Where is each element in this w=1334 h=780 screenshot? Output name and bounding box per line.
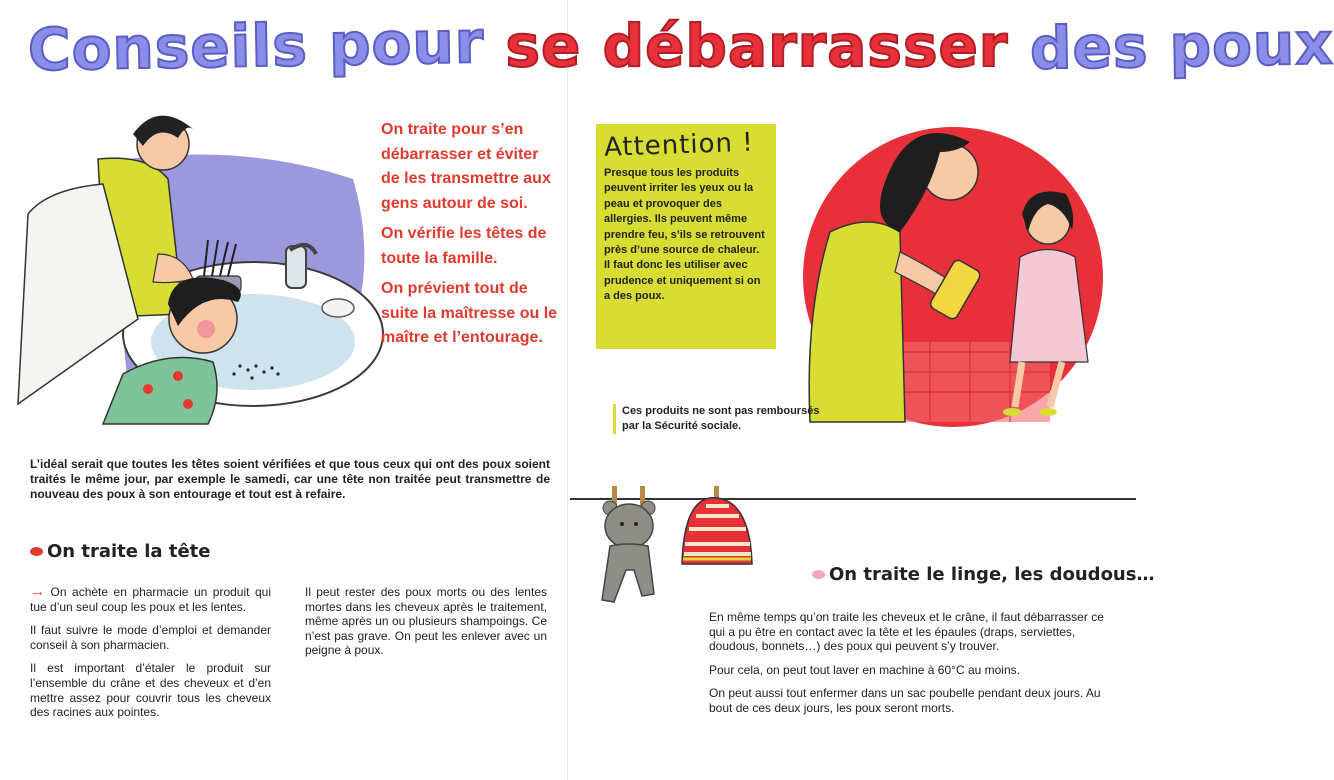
attention-title: Attention ! — [603, 127, 755, 163]
section-title-head — [30, 541, 210, 562]
illustration-clothesline-items — [592, 484, 762, 619]
reimbursement-note: Ces produits ne sont pas remboursés par la Sécurité sociale. — [613, 404, 823, 434]
section-title-linen-text: On traite le linge, les doudous… — [829, 564, 1155, 585]
linen-column — [709, 610, 1121, 725]
attention-text: Presque tous les produits peuvent irriter les yeux ou la peau et provoquer des allergies. Ils peuvent même prendre feu, s’ils se retrouvent près d’une source de chaleur. Il faut donc les utiliser avec prudence et uniquement si on a des poux. — [604, 167, 765, 303]
head-column-1 — [30, 585, 271, 729]
linen-paragraph-1: En même temps qu’on traite les cheveux et le crâne, il faut débarrasser ce qui a pu être en contact avec la tête et les épaules (draps, serviettes, doudous, bonnets…) des poux qui peuvent s’y trouver. — [709, 610, 1104, 654]
key-point-1: On traite pour s’en débarrasser et éviter de les transmettre aux gens autour de soi. — [381, 121, 551, 212]
key-point-3: On prévient tout de suite la maîtresse ou le maître et l’entourage. — [381, 280, 558, 346]
title-part-3: des poux — [1029, 9, 1334, 83]
pink-dot-icon — [812, 570, 825, 579]
arrow-icon: → — [30, 583, 45, 600]
head-paragraph-1 — [30, 585, 271, 614]
key-points — [381, 118, 561, 357]
illustration-combing-hair — [8, 104, 373, 424]
key-point-2: On vérifie les têtes de toute la famille. — [381, 225, 547, 267]
section-title-linen — [812, 564, 1154, 585]
page-title — [27, 8, 1334, 92]
head-paragraph-4: Il peut rester des poux morts ou des lentes mortes dans les cheveux après le traitement, même après un ou plusieurs shampoings. Ce n’est pas grave. On peut les enlever avec un peigne à poux. — [305, 585, 547, 658]
head-column-2 — [305, 585, 547, 667]
page-fold — [567, 0, 568, 780]
section-title-head-text: On traite la tête — [47, 541, 211, 562]
title-part-2: se débarrasser — [505, 12, 1009, 80]
linen-paragraph-2: Pour cela, on peut tout laver en machine à 60°C au moins. — [709, 662, 1020, 677]
intro-paragraph: L’idéal serait que toutes les têtes soient vérifiées et que tous ceux qui ont des poux soient traités le même jour, par exemple le samedi, car une tête non traitée peut transmettre de nouveau des poux à son entourage et tout est à refaire. — [30, 457, 550, 501]
illustration-shampoo-bottle — [790, 122, 1120, 432]
title-part-1: Conseils pour — [27, 8, 485, 84]
head-paragraph-1-text: On achète en pharmacie un produit qui tue d’un seul coup les poux et les lentes. — [30, 585, 272, 614]
linen-paragraph-3: On peut aussi tout enfermer dans un sac poubelle pendant deux jours. Au bout de ces deux jours, les poux seront morts. — [709, 686, 1101, 715]
head-paragraph-3: Il est important d’étaler le produit sur l’ensemble du crâne et des cheveux et d’en mettre assez pour couvrir tous les cheveux des racines aux pointes. — [30, 661, 271, 720]
attention-box — [596, 124, 776, 349]
red-dot-icon — [30, 547, 43, 556]
head-paragraph-2: Il faut suivre le mode d’emploi et demander conseil à son pharmacien. — [30, 623, 271, 652]
